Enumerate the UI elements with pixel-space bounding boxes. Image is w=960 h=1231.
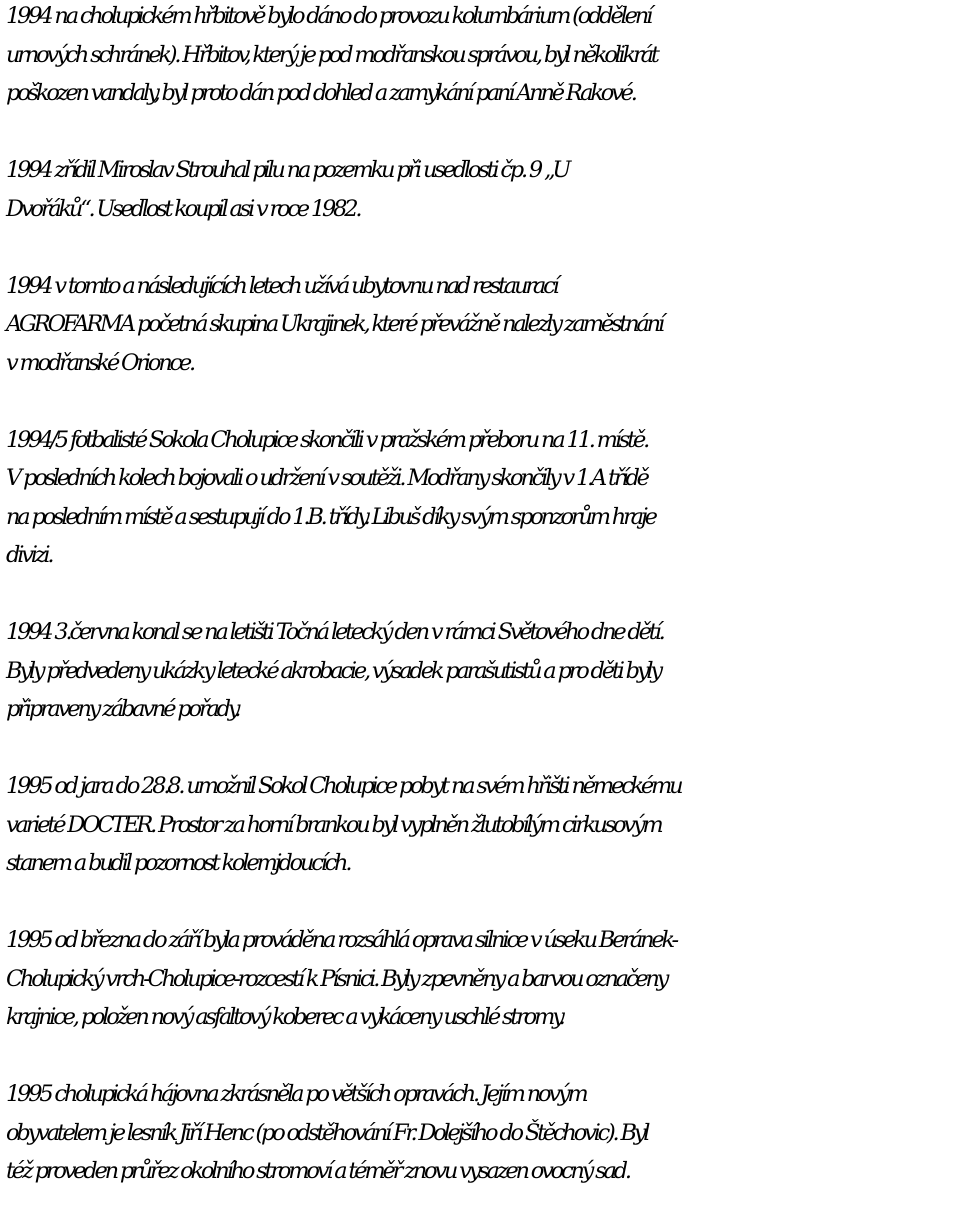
paragraph-letecky-den — [6, 613, 956, 729]
text-line: divizi. — [6, 542, 52, 568]
paragraph-hajovna — [6, 1075, 956, 1191]
text-line: na posledním místě a sestupují do 1.B. třídy. Libuš díky svým sponzorům hraje — [6, 503, 655, 530]
text-line: v modřanské Orionce. — [6, 349, 193, 376]
text-line: Byly předvedeny ukázky letecké akrobacie, výsadek parašutistů a pro děti byly — [6, 657, 660, 684]
paragraph-kolumbarium — [6, 0, 956, 113]
document-page — [6, 0, 956, 1229]
text-line: 1994 zřídil Miroslav Strouhal pilu na pozemku při usedlosti čp. 9 „U — [6, 157, 569, 183]
paragraph-variete — [6, 767, 956, 883]
text-line: V posledních kolech bojovali o udržení v soutěži. Modřany skončily v 1.A třídě — [6, 465, 647, 491]
text-line: též proveden průřez okolního stromoví a téměř znovu vysazen ovocný sad. — [6, 1158, 629, 1184]
text-line: 1994 na cholupickém hřbitově bylo dáno do provozu kolumbárium (oddělení — [6, 3, 651, 29]
paragraph-pila — [6, 151, 956, 228]
text-line: připraveny zábavné pořady. — [6, 696, 239, 722]
text-line: 1994 v tomto a následujících letech užívá ubytovnu nad restaurací — [6, 272, 557, 299]
text-line: varieté DOCTER. Prostor za horní brankou byl vyplněn žlutobílým cirkusovým — [6, 811, 661, 838]
text-line: Dvořáků“. Usedlost koupil asi v roce 1982. — [6, 195, 360, 222]
text-line: Cholupický vrch-Cholupice-rozcestí k Písnici. Byly zpevněny a barvou označeny — [6, 965, 667, 992]
text-line: AGROFARMA početná skupina Ukrajinek, které převážně nalezly zaměstnání — [6, 311, 662, 337]
text-line: stanem a budil pozornost kolemjdoucích. — [6, 850, 350, 876]
text-line: 1995 cholupická hájovna zkrásněla po větších opravách. Jejím novým — [6, 1081, 586, 1107]
paragraph-ubytovna — [6, 267, 956, 383]
paragraph-silnice — [6, 921, 956, 1037]
text-line: 1995 od jara do 28.8. umožnil Sokol Cholupice pobyt na svém hřišti německému — [6, 773, 681, 799]
text-line: 1994/5 fotbalisté Sokola Cholupice skončili v pražském přeboru na 11. místě. — [6, 426, 648, 453]
text-line: krajnice, položen nový asfaltový koberec a vykáceny uschlé stromy. — [6, 1004, 563, 1030]
text-line: obyvatelem je lesník Jiří Henc (po odstěhování Fr. Dolejšího do Štěchovic). Byl — [6, 1119, 648, 1146]
text-line: 1995 od března do září byla prováděna rozsáhlá oprava silnice v úseku Beránek- — [6, 927, 676, 953]
text-line: urnových schránek). Hřbitov, který je pod modřanskou správou, byl několikrát — [6, 41, 657, 68]
text-line: poškozen vandaly, byl proto dán pod dohled a zamykání paní Anně Rakové. — [6, 80, 635, 106]
paragraph-fotbal — [6, 421, 956, 575]
text-line: 1994 3.června konal se na letišti Točná letecký den v rámci Světového dne dětí. — [6, 619, 663, 645]
